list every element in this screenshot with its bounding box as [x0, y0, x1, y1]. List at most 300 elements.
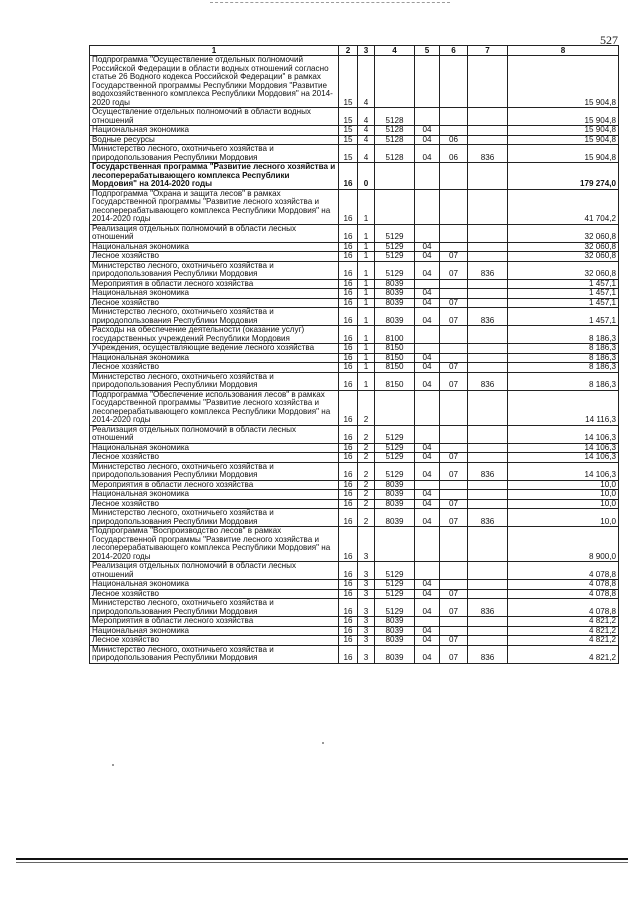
cell-amount: 41 704,2 [508, 189, 619, 224]
cell-name: Министерство лесного, охотничьего хозяйства и природопользования Республики Мордовия [90, 462, 339, 480]
cell-col4: 8039 [375, 279, 415, 289]
cell-col4: 5128 [375, 145, 415, 163]
cell-name: Лесное хозяйство [90, 363, 339, 373]
cell-col7 [468, 163, 508, 190]
table-row [90, 626, 619, 636]
table-row [90, 344, 619, 354]
cell-col5: 04 [415, 289, 440, 299]
cell-col6: 07 [440, 298, 468, 308]
cell-col6: 07 [440, 499, 468, 509]
cell-col2: 16 [339, 242, 358, 252]
cell-col4: 8150 [375, 372, 415, 390]
cell-col4: 5129 [375, 599, 415, 617]
cell-col6 [440, 390, 468, 425]
cell-col6: 07 [440, 372, 468, 390]
cell-col6: 06 [440, 135, 468, 145]
cell-col5: 04 [415, 372, 440, 390]
cell-col2: 16 [339, 499, 358, 509]
cell-col7 [468, 499, 508, 509]
table-row [90, 580, 619, 590]
cell-name: Лесное хозяйство [90, 298, 339, 308]
table-row [90, 499, 619, 509]
cell-col3: 4 [358, 56, 375, 108]
cell-name: Водные ресурсы [90, 135, 339, 145]
cell-col2: 16 [339, 326, 358, 344]
cell-col6: 07 [440, 462, 468, 480]
cell-col2: 16 [339, 425, 358, 443]
cell-col6: 07 [440, 308, 468, 326]
cell-col2: 16 [339, 562, 358, 580]
cell-col5: 04 [415, 509, 440, 527]
cell-amount: 10,0 [508, 490, 619, 500]
cell-col2: 16 [339, 353, 358, 363]
cell-amount: 4 821,2 [508, 636, 619, 646]
cell-col3: 3 [358, 645, 375, 663]
cell-col2: 16 [339, 589, 358, 599]
cell-col7 [468, 126, 508, 136]
cell-col3: 2 [358, 499, 375, 509]
cell-col4: 5129 [375, 580, 415, 590]
cell-col7 [468, 135, 508, 145]
cell-col4: 8039 [375, 617, 415, 627]
cell-col4: 8039 [375, 490, 415, 500]
cell-col6 [440, 443, 468, 453]
cell-col4 [375, 527, 415, 562]
cell-col6: 07 [440, 252, 468, 262]
cell-col3: 1 [358, 252, 375, 262]
cell-col4: 5129 [375, 462, 415, 480]
cell-col5: 04 [415, 453, 440, 463]
header-col-3: 3 [358, 46, 375, 56]
cell-amount: 32 060,8 [508, 252, 619, 262]
cell-name: Лесное хозяйство [90, 252, 339, 262]
cell-amount: 15 904,8 [508, 56, 619, 108]
cell-col4: 8039 [375, 645, 415, 663]
cell-col3: 2 [358, 509, 375, 527]
cell-col7 [468, 580, 508, 590]
cell-col6 [440, 344, 468, 354]
cell-col2: 16 [339, 279, 358, 289]
cell-name: Министерство лесного, охотничьего хозяйства и природопользования Республики Мордовия [90, 145, 339, 163]
cell-amount: 32 060,8 [508, 242, 619, 252]
table-row [90, 261, 619, 279]
header-col-2: 2 [339, 46, 358, 56]
cell-col7 [468, 527, 508, 562]
cell-name: Подпрограмма "Обеспечение использования лесов" в рамках Государственной программы "Развитие лесного хозяйства и лесоперерабатывающего комплекса Республики Мордовия" на 2014-2020 годы [90, 390, 339, 425]
cell-col5: 04 [415, 645, 440, 663]
cell-col7 [468, 353, 508, 363]
table-row [90, 252, 619, 262]
cell-col6: 07 [440, 636, 468, 646]
cell-amount: 15 904,8 [508, 145, 619, 163]
cell-col6: 07 [440, 509, 468, 527]
cell-col7: 836 [468, 308, 508, 326]
header-col-7: 7 [468, 46, 508, 56]
cell-col2: 16 [339, 308, 358, 326]
cell-col4: 8100 [375, 326, 415, 344]
cell-col6 [440, 562, 468, 580]
cell-amount: 15 904,8 [508, 126, 619, 136]
table-row [90, 462, 619, 480]
cell-col2: 16 [339, 645, 358, 663]
cell-col3: 3 [358, 527, 375, 562]
cell-col6 [440, 480, 468, 490]
cell-col5 [415, 224, 440, 242]
cell-col7: 836 [468, 145, 508, 163]
cell-name: Мероприятия в области лесного хозяйства [90, 480, 339, 490]
cell-col4: 8150 [375, 344, 415, 354]
cell-col4 [375, 163, 415, 190]
page-number: 527 [600, 33, 618, 47]
bottom-edge-line [16, 858, 628, 860]
cell-col5: 04 [415, 242, 440, 252]
cell-col5 [415, 425, 440, 443]
cell-col5: 04 [415, 490, 440, 500]
cell-col5: 04 [415, 308, 440, 326]
cell-col7: 836 [468, 372, 508, 390]
cell-col7 [468, 298, 508, 308]
cell-col3: 1 [358, 298, 375, 308]
cell-col6 [440, 108, 468, 126]
cell-col5: 04 [415, 580, 440, 590]
table-row [90, 145, 619, 163]
cell-col4: 8150 [375, 363, 415, 373]
cell-name: Мероприятия в области лесного хозяйства [90, 617, 339, 627]
cell-col5: 04 [415, 636, 440, 646]
cell-col5: 04 [415, 298, 440, 308]
table-row [90, 279, 619, 289]
cell-col7 [468, 289, 508, 299]
cell-col5 [415, 163, 440, 190]
cell-col3: 2 [358, 425, 375, 443]
cell-col4 [375, 56, 415, 108]
cell-name: Министерство лесного, охотничьего хозяйства и природопользования Республики Мордовия [90, 372, 339, 390]
cell-col4: 5129 [375, 261, 415, 279]
cell-amount: 8 186,3 [508, 372, 619, 390]
cell-col6 [440, 490, 468, 500]
cell-col3: 1 [358, 189, 375, 224]
cell-col2: 15 [339, 108, 358, 126]
cell-name: Министерство лесного, охотничьего хозяйства и природопользования Республики Мордовия [90, 645, 339, 663]
table-row [90, 527, 619, 562]
cell-amount: 8 186,3 [508, 353, 619, 363]
cell-name: Национальная экономика [90, 580, 339, 590]
cell-col6 [440, 189, 468, 224]
cell-name: Национальная экономика [90, 353, 339, 363]
table-row [90, 425, 619, 443]
cell-name: Мероприятия в области лесного хозяйства [90, 279, 339, 289]
cell-col5: 04 [415, 145, 440, 163]
cell-amount: 4 078,8 [508, 589, 619, 599]
cell-col2: 16 [339, 298, 358, 308]
cell-col2: 15 [339, 145, 358, 163]
cell-name: Лесное хозяйство [90, 636, 339, 646]
cell-col4: 5128 [375, 126, 415, 136]
cell-col2: 15 [339, 126, 358, 136]
cell-col6: 07 [440, 645, 468, 663]
cell-amount: 4 078,8 [508, 580, 619, 590]
cell-col7 [468, 56, 508, 108]
cell-col6 [440, 242, 468, 252]
cell-col3: 1 [358, 279, 375, 289]
cell-col6 [440, 353, 468, 363]
cell-amount: 8 186,3 [508, 326, 619, 344]
table-row [90, 289, 619, 299]
cell-col2: 16 [339, 490, 358, 500]
cell-col5: 04 [415, 626, 440, 636]
cell-col7 [468, 443, 508, 453]
cell-col4: 5129 [375, 242, 415, 252]
cell-col5: 04 [415, 589, 440, 599]
cell-col4: 8039 [375, 626, 415, 636]
cell-name: Реализация отдельных полномочий в области лесных отношений [90, 562, 339, 580]
cell-col6 [440, 626, 468, 636]
cell-col6 [440, 279, 468, 289]
cell-name: Национальная экономика [90, 443, 339, 453]
cell-col6: 07 [440, 599, 468, 617]
cell-col7 [468, 425, 508, 443]
table-row [90, 443, 619, 453]
scan-speck [112, 764, 114, 766]
cell-col3: 2 [358, 490, 375, 500]
cell-amount: 14 106,3 [508, 453, 619, 463]
cell-col7 [468, 224, 508, 242]
cell-amount: 14 116,3 [508, 390, 619, 425]
table-row [90, 126, 619, 136]
cell-amount: 10,0 [508, 480, 619, 490]
cell-name: Министерство лесного, охотничьего хозяйства и природопользования Республики Мордовия [90, 509, 339, 527]
cell-amount: 14 106,3 [508, 443, 619, 453]
cell-amount: 1 457,1 [508, 279, 619, 289]
cell-col2: 16 [339, 189, 358, 224]
cell-col5: 04 [415, 126, 440, 136]
cell-col2: 15 [339, 56, 358, 108]
cell-col7 [468, 617, 508, 627]
cell-col6 [440, 527, 468, 562]
cell-col2: 16 [339, 509, 358, 527]
cell-col3: 1 [358, 326, 375, 344]
table-row [90, 509, 619, 527]
cell-col7 [468, 589, 508, 599]
cell-name: Лесное хозяйство [90, 499, 339, 509]
table-row [90, 108, 619, 126]
cell-col5 [415, 480, 440, 490]
table-row [90, 308, 619, 326]
table-row [90, 56, 619, 108]
table-row [90, 326, 619, 344]
cell-col5 [415, 56, 440, 108]
cell-col5 [415, 108, 440, 126]
cell-col2: 16 [339, 599, 358, 617]
cell-col2: 16 [339, 390, 358, 425]
cell-col3: 3 [358, 562, 375, 580]
cell-name: Министерство лесного, охотничьего хозяйства и природопользования Республики Мордовия [90, 308, 339, 326]
table-row [90, 298, 619, 308]
cell-col2: 16 [339, 580, 358, 590]
cell-col7 [468, 344, 508, 354]
cell-col7: 836 [468, 645, 508, 663]
budget-table [89, 45, 619, 664]
cell-col5 [415, 390, 440, 425]
cell-col5 [415, 562, 440, 580]
cell-col5 [415, 617, 440, 627]
table-row [90, 636, 619, 646]
cell-col2: 16 [339, 462, 358, 480]
cell-col4 [375, 390, 415, 425]
table-row [90, 372, 619, 390]
cell-col3: 2 [358, 480, 375, 490]
cell-amount: 10,0 [508, 499, 619, 509]
cell-amount: 179 274,0 [508, 163, 619, 190]
cell-col7 [468, 490, 508, 500]
cell-name: Реализация отдельных полномочий в области лесных отношений [90, 425, 339, 443]
cell-amount: 10,0 [508, 509, 619, 527]
cell-col5: 04 [415, 443, 440, 453]
cell-col5: 04 [415, 363, 440, 373]
cell-amount: 4 821,2 [508, 626, 619, 636]
cell-name: Национальная экономика [90, 126, 339, 136]
cell-col3: 1 [358, 261, 375, 279]
cell-name: Учреждения, осуществляющие ведение лесного хозяйства [90, 344, 339, 354]
cell-col6 [440, 425, 468, 443]
table-row [90, 163, 619, 190]
cell-col3: 4 [358, 145, 375, 163]
cell-col7 [468, 562, 508, 580]
cell-col4 [375, 189, 415, 224]
scan-speck [322, 742, 324, 744]
cell-col6 [440, 580, 468, 590]
cell-col2: 16 [339, 163, 358, 190]
cell-col7: 836 [468, 599, 508, 617]
header-row [90, 46, 619, 56]
cell-col3: 2 [358, 462, 375, 480]
cell-amount: 15 904,8 [508, 108, 619, 126]
cell-col6: 07 [440, 261, 468, 279]
cell-col7 [468, 480, 508, 490]
cell-amount: 4 821,2 [508, 617, 619, 627]
cell-col2: 16 [339, 617, 358, 627]
cell-col6 [440, 289, 468, 299]
cell-col3: 3 [358, 589, 375, 599]
cell-col4: 8039 [375, 480, 415, 490]
cell-col4: 8039 [375, 509, 415, 527]
cell-name: Осуществление отдельных полномочий в области водных отношений [90, 108, 339, 126]
cell-col7: 836 [468, 509, 508, 527]
cell-col3: 4 [358, 135, 375, 145]
cell-col2: 16 [339, 261, 358, 279]
bottom-edge-line-thin [16, 862, 628, 863]
table-row [90, 390, 619, 425]
header-col-5: 5 [415, 46, 440, 56]
cell-col3: 1 [358, 372, 375, 390]
cell-name: Национальная экономика [90, 490, 339, 500]
cell-col5: 04 [415, 353, 440, 363]
cell-col3: 4 [358, 126, 375, 136]
cell-col5: 04 [415, 135, 440, 145]
header-col-4: 4 [375, 46, 415, 56]
cell-col4: 8039 [375, 308, 415, 326]
cell-col3: 3 [358, 636, 375, 646]
table-row [90, 135, 619, 145]
cell-name: Министерство лесного, охотничьего хозяйства и природопользования Республики Мордовия [90, 599, 339, 617]
cell-col2: 16 [339, 453, 358, 463]
cell-col2: 16 [339, 224, 358, 242]
table-row [90, 453, 619, 463]
cell-amount: 14 106,3 [508, 425, 619, 443]
cell-col5: 04 [415, 252, 440, 262]
cell-amount: 1 457,1 [508, 289, 619, 299]
cell-col4: 5128 [375, 108, 415, 126]
cell-col3: 3 [358, 580, 375, 590]
top-edge-line [210, 2, 450, 3]
cell-col7 [468, 453, 508, 463]
cell-col3: 2 [358, 443, 375, 453]
table-row [90, 617, 619, 627]
cell-col6 [440, 126, 468, 136]
cell-col5 [415, 326, 440, 344]
cell-col7: 836 [468, 261, 508, 279]
cell-amount: 4 078,8 [508, 562, 619, 580]
cell-col7 [468, 108, 508, 126]
cell-col7 [468, 279, 508, 289]
table-row [90, 562, 619, 580]
table-row [90, 242, 619, 252]
cell-col7 [468, 189, 508, 224]
cell-col7 [468, 390, 508, 425]
cell-name: Министерство лесного, охотничьего хозяйства и природопользования Республики Мордовия [90, 261, 339, 279]
cell-name: Реализация отдельных полномочий в области лесных отношений [90, 224, 339, 242]
cell-col4: 5129 [375, 443, 415, 453]
cell-amount: 15 904,8 [508, 135, 619, 145]
cell-col2: 16 [339, 372, 358, 390]
cell-col4: 5129 [375, 425, 415, 443]
cell-col3: 1 [358, 363, 375, 373]
cell-name: Лесное хозяйство [90, 589, 339, 599]
cell-col3: 1 [358, 344, 375, 354]
cell-col7 [468, 326, 508, 344]
cell-amount: 8 186,3 [508, 344, 619, 354]
cell-amount: 32 060,8 [508, 224, 619, 242]
cell-amount: 1 457,1 [508, 298, 619, 308]
cell-col3: 3 [358, 626, 375, 636]
cell-col4: 8039 [375, 298, 415, 308]
cell-amount: 32 060,8 [508, 261, 619, 279]
cell-col3: 3 [358, 617, 375, 627]
header-col-1: 1 [90, 46, 339, 56]
cell-col3: 4 [358, 108, 375, 126]
cell-amount: 8 186,3 [508, 363, 619, 373]
cell-col6 [440, 224, 468, 242]
table-row [90, 353, 619, 363]
cell-col5 [415, 527, 440, 562]
header-col-8: 8 [508, 46, 619, 56]
cell-amount: 8 900,0 [508, 527, 619, 562]
cell-name: Национальная экономика [90, 626, 339, 636]
cell-col5 [415, 279, 440, 289]
cell-col2: 16 [339, 480, 358, 490]
cell-name: Подпрограмма "Осуществление отдельных полномочий Российской Федерации в области водных отношений согласно статье 26 Водного кодекса Российской Федерации" в рамках Государственной программы Республики Мордовия "Развитие водохозяйственного комплекса Республики Мордовия" на 2014-2020 годы [90, 56, 339, 108]
cell-col6: 07 [440, 589, 468, 599]
cell-col3: 2 [358, 390, 375, 425]
cell-col2: 16 [339, 363, 358, 373]
table-row [90, 490, 619, 500]
cell-col3: 1 [358, 242, 375, 252]
cell-col6: 07 [440, 453, 468, 463]
cell-col4: 8039 [375, 499, 415, 509]
cell-col5 [415, 344, 440, 354]
cell-col6: 07 [440, 363, 468, 373]
cell-col7 [468, 636, 508, 646]
